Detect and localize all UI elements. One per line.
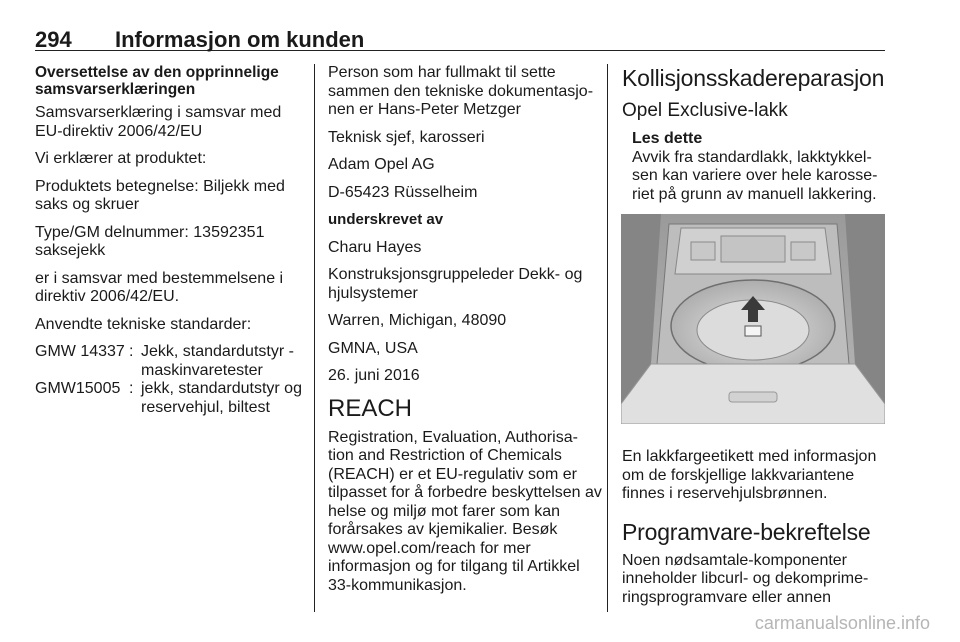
column-2 [328, 64, 603, 604]
notice-box [632, 130, 887, 204]
paragraph: Noen nødsamtale-komponenter inneholder libcurl- og dekomprime-ringsprogramvare eller annen [622, 551, 869, 606]
reach-paragraph: Registration, Evaluation, Authorisa-tion and Restriction of Chemicals (REACH) er et EU-regulativ som er tilpasset for å forbedre beskyttelsen av helse og miljø mot farer som kan forårsakes av kjemikalier. Besøk www.opel.com/reach for mer informasjon og for tilgang til Artikkel 33-kommunikasjon. [328, 428, 602, 594]
paragraph: En lakkfargeetikett med informasjon om de forskjellige lakkvariantene finnes i reservehjulsbrønnen. [622, 448, 877, 502]
column-divider [314, 64, 315, 612]
paragraph: Person som har fullmakt til sette sammen den tekniske dokumentasjo-nen er Hans-Peter Metzger [328, 64, 594, 118]
paragraph: Konstruksjonsgruppeleder Dekk- og hjulsystemer [328, 266, 583, 302]
paragraph: Type/GM delnummer: 13592351 saksejekk [35, 223, 265, 259]
standards-table [35, 343, 310, 417]
paragraph: Adam Opel AG [328, 156, 435, 173]
subsection-heading: Opel Exclusive-lakk [622, 100, 788, 121]
table-row [35, 343, 310, 380]
separator: : [129, 343, 134, 360]
reach-heading: REACH [328, 394, 413, 422]
notice-text: Avvik fra standardlakk, lakktykkel-sen kan variere over hele karosse-riet på grunn av manuell lakkering. [632, 148, 878, 203]
paragraph: Charu Hayes [328, 238, 422, 256]
paragraph: Samsvarserklæring i samsvar med EU-direktiv 2006/42/EU [35, 104, 282, 140]
paragraph: Anvendte tekniske standarder: [35, 315, 252, 333]
paragraph: er i samsvar med bestemmelsene i direktiv 2006/42/EU. [35, 269, 284, 305]
paragraph: D-65423 Rüsselheim [328, 183, 478, 201]
section-heading: Oversettelse av den opprinnelige samsvarserklæringen [35, 64, 279, 98]
paragraph: GMNA, USA [328, 339, 418, 357]
section-heading: Kollisjonsskadereparasjon [622, 65, 885, 91]
page-title: Informasjon om kunden [115, 27, 365, 52]
paragraph: Produktets betegnelse: Biljekk med saks og skruer [35, 177, 285, 213]
watermark: carmanualsonline.info [754, 613, 930, 633]
standard-desc: Jekk, standardutstyr - maskinvaretester [141, 343, 294, 379]
signed-by-label: underskrevet av [328, 211, 444, 228]
page-header [35, 27, 885, 51]
column-3 [622, 64, 887, 616]
standard-code: GMW 14337 [35, 343, 125, 360]
paragraph: Teknisk sjef, karosseri [328, 128, 485, 146]
section-heading: Programvare-bekreftelse [622, 518, 871, 545]
table-row [35, 380, 310, 417]
trunk-spare-wheel-well-illustration [621, 214, 885, 424]
column-divider [607, 64, 608, 612]
paragraph: Vi erklærer at produktet: [35, 150, 207, 167]
standard-desc: jekk, standardutstyr og reservehjul, biltest [141, 380, 302, 416]
page-number: 294 [35, 27, 72, 52]
column-1 [35, 64, 310, 417]
paragraph: 26. juni 2016 [328, 367, 420, 384]
notice-title: Les dette [632, 130, 703, 147]
standard-code: GMW15005 [35, 380, 121, 397]
separator: : [129, 380, 134, 397]
paragraph: Warren, Michigan, 48090 [328, 312, 507, 329]
